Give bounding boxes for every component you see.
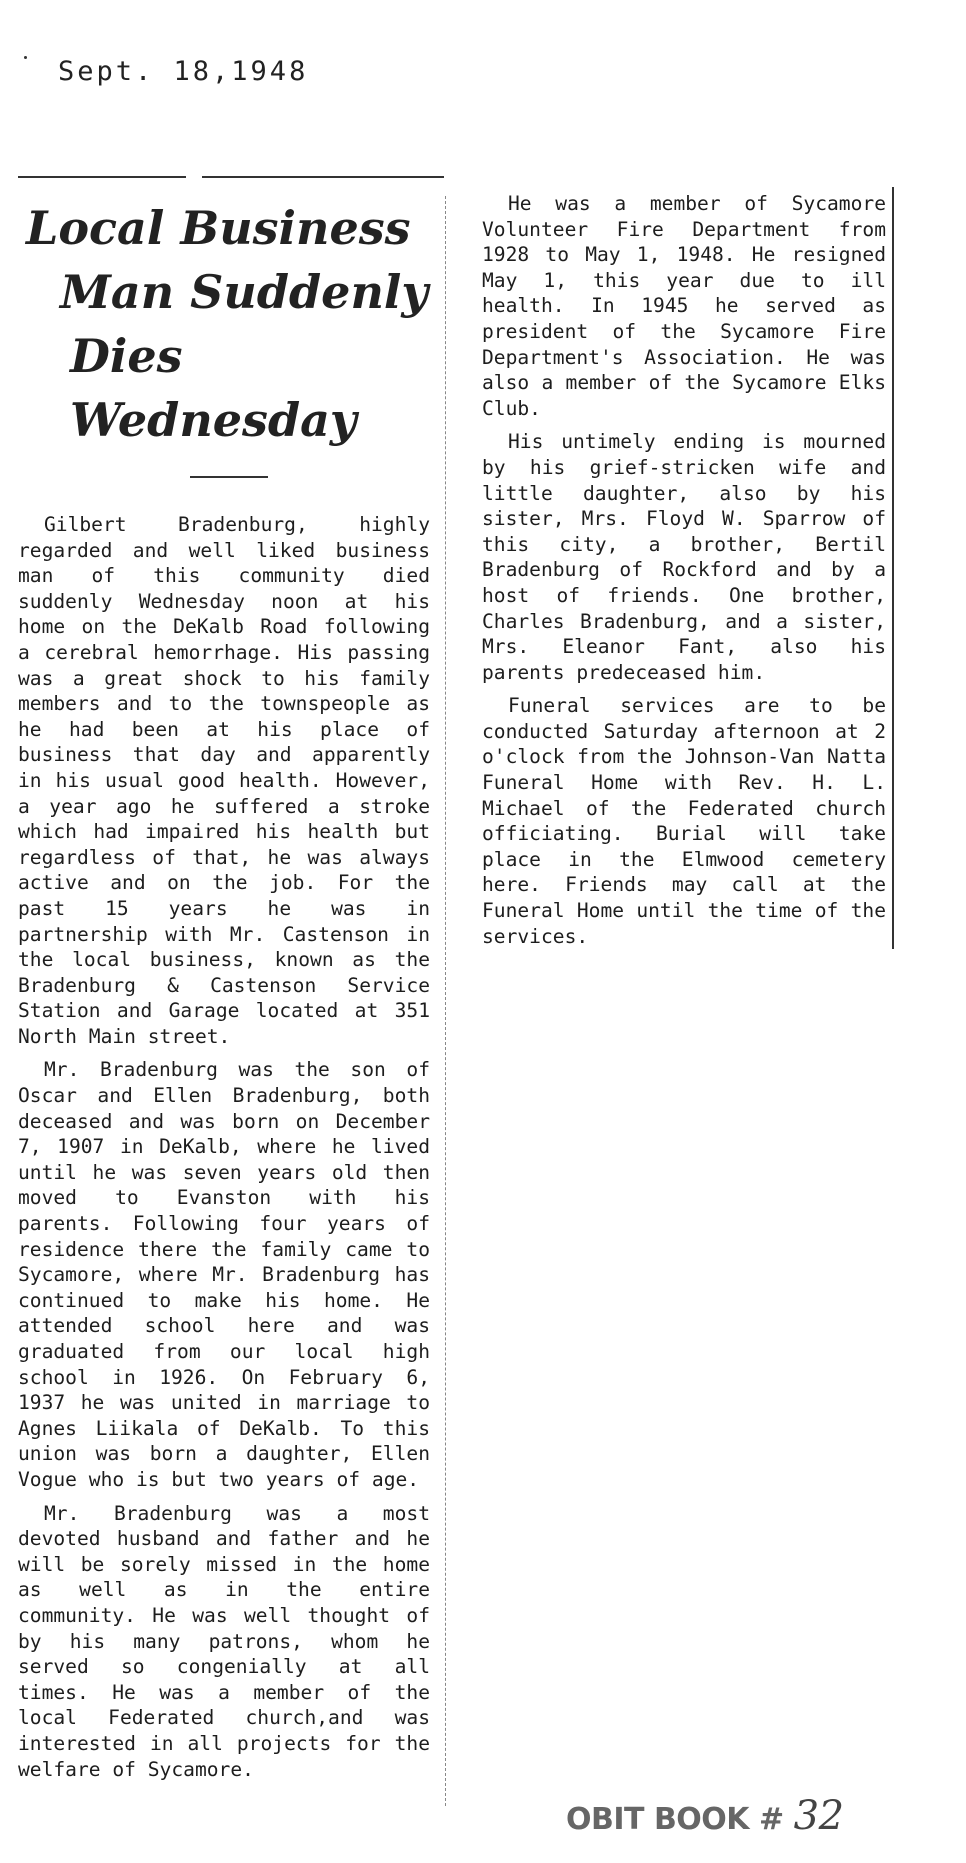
paragraph: Mr. Bradenburg was a most devoted husband and father and he will be sorely missed in the home as well as in the entire community. He was well thought of by his many patrons, whom he served so congenially at all times. He was a member of the local Federated church,and was interested in all projects for the welfare of Sycamore. [18,1501,430,1781]
right-column [482,191,886,957]
paragraph: Mr. Bradenburg was the son of Oscar and Ellen Bradenburg, both deceased and was born on December 7, 1907 in DeKalb, where he lived until he was seven years old then moved to Evanston with his parents. Following four years of residence there the family came to Sycamore, where Mr. Bradenburg has continued to make his home. He attended school here and was graduated from our local high school in 1926. On February 6, 1937 he was united in marriage to Agnes Liikala of DeKalb. To this union was born a daughter, Ellen Vogue who is but two years of age. [18,1058,430,1491]
headline-line-3: Dies Wednesday [70,329,357,447]
headline-line-2: Man Suddenly [60,265,429,319]
right-column-text [482,191,886,949]
column-divider [444,196,446,1806]
handwritten-book-number: 32 [793,1793,844,1839]
paragraph: His untimely ending is mourned by his grief-stricken wife and little daughter, also by his sister, Mrs. Floyd W. Sparrow of this city, a brother, Bertil Bradenburg of Rockford and by a host of friends. One brother, Charles Bradenburg, and a sister, Mrs. Eleanor Fant, also his parents predeceased him. [482,430,886,684]
top-rule-right [202,176,444,178]
headline-line-1: Local Business [26,201,411,255]
left-column [18,196,430,1790]
left-column-text [18,512,430,1782]
stamp-text: OBIT BOOK # [566,1802,784,1837]
paragraph: Funeral services are to be conducted Saturday afternoon at 2 o'clock from the Johnson-Van Natta Funeral Home with Rev. H. L. Michael of the Federated church officiating. Burial will take place in the Elmwood cemetery here. Friends may call at the Funeral Home until the time of the services. [482,694,886,948]
top-rule-left [18,176,186,178]
speck-mark [24,56,27,59]
obit-book-stamp [566,1793,844,1839]
paragraph: Gilbert Bradenburg, highly regarded and well liked business man of this community died suddenly Wednesday noon at his home on the DeKalb Road following a cerebral hemorrhage. His passing was a great shock to his family members and to the townspeople as he had been at his place of business that day and apparently in his usual good health. However, a year ago he suffered a stroke which had impaired his health but regardless of that, he was always active and on the job. For the past 15 years he was in partnership with Mr. Castenson in the local business, known as the Bradenburg & Castenson Service Station and Garage located at 351 North Main street. [18,513,430,1048]
clipping-date: Sept. 18,1948 [58,56,309,87]
headline [18,196,430,452]
headline-rule [190,476,268,478]
right-border-line [892,187,894,949]
paragraph: He was a member of Sycamore Volunteer Fire Department from 1928 to May 1, 1948. He resigned May 1, this year due to ill health. In 1945 he served as president of the Sycamore Fire Department's Association. He was also a member of the Sycamore Elks Club. [482,192,886,420]
